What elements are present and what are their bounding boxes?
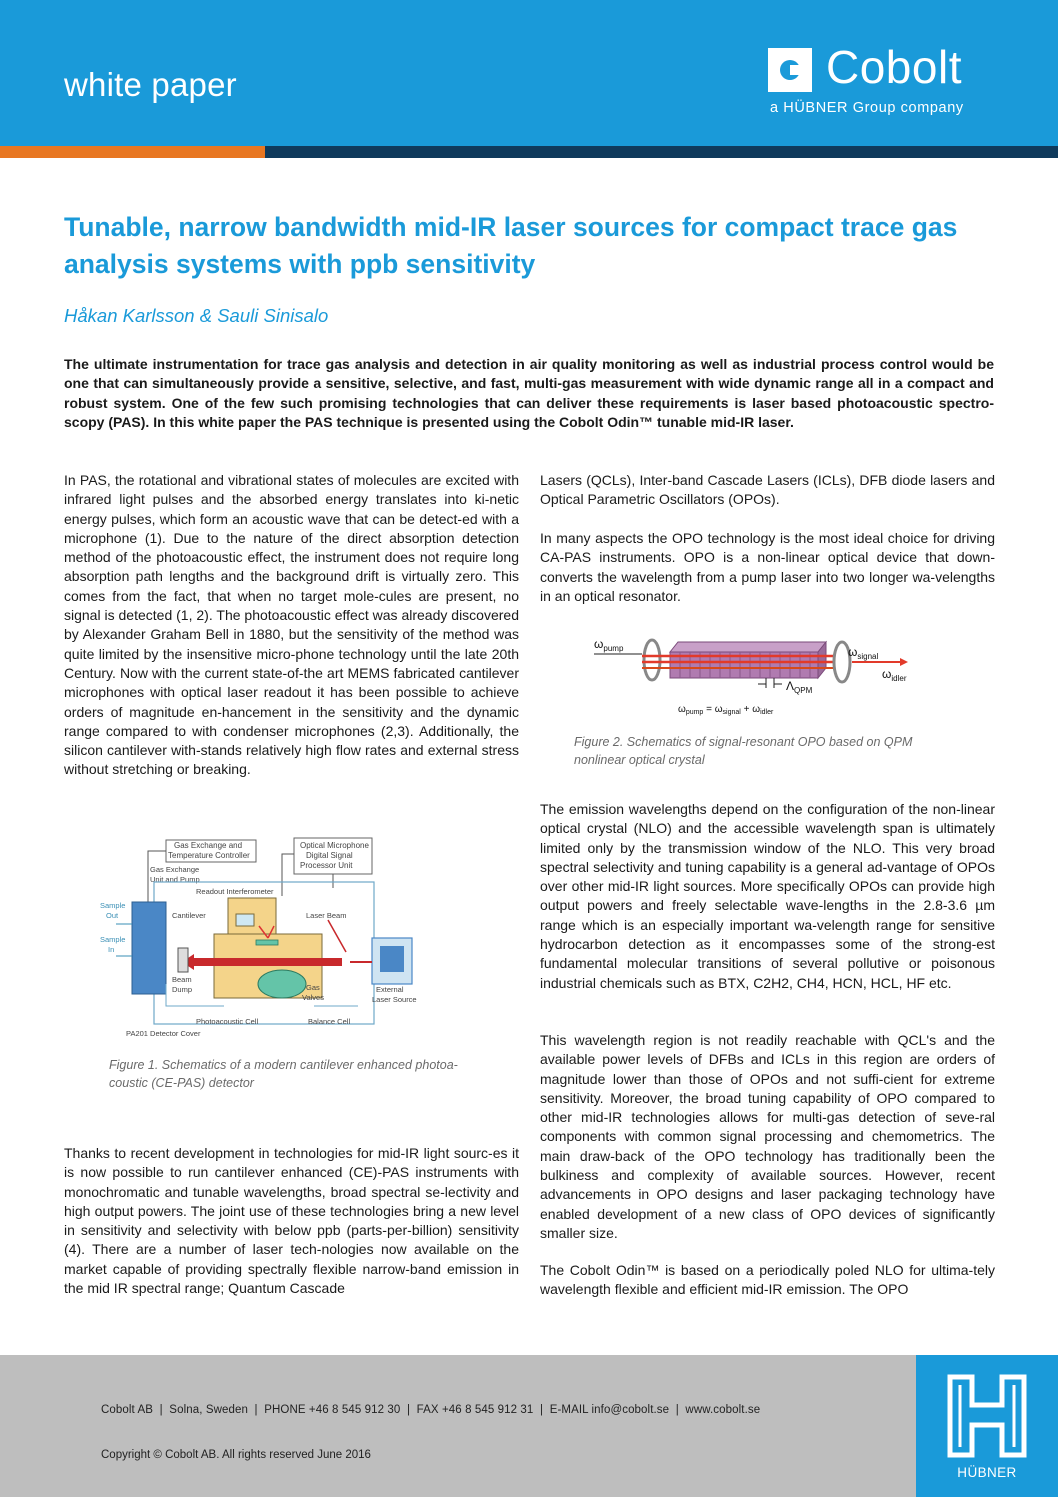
- right-paragraph-2: In many aspects the OPO technology is the most ideal choice for driving CA-PAS instruments. OPO is a non-linear optical device that down-converts the wavelength from a pump laser into two longer wa-velengths in an optical resonator.: [540, 530, 995, 604]
- fig2-signal-label: $\omega_{signal}$: [848, 645, 879, 661]
- accent-band-orange: [0, 146, 265, 158]
- fig1-label: Digital Signal: [306, 851, 353, 860]
- fig2-idler-label: $\omega_{idler}$: [882, 667, 907, 683]
- footer-copyright: Copyright © Cobolt AB. All rights reserved June 2016: [101, 1449, 371, 1461]
- accent-band-navy: [265, 146, 1058, 158]
- fig1-label: Optical Microphone: [300, 841, 369, 850]
- hubner-logo: [916, 1355, 1058, 1497]
- fig1-label: Out: [106, 911, 119, 920]
- fig2-equation: $\omega_{pump} = \omega_{signal} + \omega_{idler}$: [678, 704, 774, 716]
- fig1-label: PA201 Detector Cover: [126, 1029, 201, 1038]
- fig1-label: Beam: [172, 975, 192, 984]
- fig1-label: Photoacoustic Cell: [196, 1017, 259, 1026]
- fig2-lambda-label: $\Lambda_{QPM}$: [786, 679, 813, 695]
- right-paragraph-3: The emission wavelengths depend on the configuration of the non-linear optical crystal (NLO) and the accessible wavelength span is ultimately limited only by the transmission window of the NLO. This very broad spectral selectivity and tuning capability is a general ad-vantage of OPOs over other mid-IR light sources. More specifically OPOs can provide high output powers and freely selectable wave-lengths in the 2.8-3.6 µm range which is an especially important wa-velength range for sensitive hydrocarbon detection as it encompasses some of the strong-est fundamental molecular transitions of several pollutive or poisonous industrial chemicals such as BTX, C2H2, CH4, HCN, HCL, HF etc.: [540, 801, 995, 991]
- fig1-label: Gas: [306, 983, 320, 992]
- figure-2-caption: Figure 2. Schematics of signal-resonant OPO based on QPM nonlinear optical crystal: [574, 735, 913, 767]
- abstract: The ultimate instrumentation for trace gas analysis and detection in air quality monitoring as well as industrial process control would be one that can simultaneously provide a sensitive, selective, and fast, multi-gas measurement with wide dynamic range all in a compact and robust system. One of the few such promising technologies that can deliver these requirements is laser based photoacoustic spectro-scopy (PAS). In this white paper the PAS technique is presented using the Cobolt Odin™ tunable mid-IR laser.: [64, 356, 994, 430]
- fig1-label: Balance Cell: [308, 1017, 351, 1026]
- authors: Håkan Karlsson & Sauli Sinisalo: [64, 305, 329, 326]
- fig1-label: Cantilever: [172, 911, 206, 920]
- cobolt-logo-mark-icon: [768, 48, 812, 92]
- fig2-pump-label: $\omega_{pump}$: [594, 637, 624, 653]
- fig1-label: Laser Source: [372, 995, 417, 1004]
- cobolt-logo: [768, 41, 998, 126]
- right-paragraph-4: This wavelength region is not readily reachable with QCL's and the available power levels of DFBs and ICLs in this region are orders of magnitude lower than those of OPOs and not suffi-cient for extreme sensitivity. Moreover, the broad tuning capability of OPO compared to other mid-IR technologies allows for multi-gas detection of seve-ral components with common signal processing and chemometrics. The main draw-back of the OPO technology has traditionally been the bulkiness and complexity of available sources. However, recent advancements in OPO designs and laser packaging technology have enabled development of a new class of OPO devices of significantly smaller size.: [540, 1032, 995, 1241]
- logo-tagline: a HÜBNER Group company: [770, 100, 964, 116]
- fig1-label: Dump: [172, 985, 193, 994]
- hubner-label: HÜBNER: [957, 1465, 1017, 1480]
- fig1-label: Gas Exchange and: [174, 841, 243, 850]
- fig1-label: Gas Exchange: [150, 865, 200, 874]
- page-title: Tunable, narrow bandwidth mid-IR laser sources for compact trace gas analysis systems with ppb sensitivity: [64, 212, 958, 279]
- footer: [0, 1355, 916, 1497]
- fig1-label: In: [108, 945, 115, 954]
- figure-1-caption: Figure 1. Schematics of a modern cantilever enhanced photoa-coustic (CE-PAS) detector: [109, 1058, 458, 1090]
- fig1-label: Unit and Pump: [150, 875, 200, 884]
- right-paragraph-5: The Cobolt Odin™ is based on a periodically poled NLO for ultima-tely wavelength flexible and efficient mid-IR emission. The OPO: [540, 1262, 995, 1298]
- right-paragraph-1: Lasers (QCLs), Inter-band Cascade Lasers (ICLs), DFB diode lasers and Optical Parametric Oscillators (OPOs).: [540, 472, 995, 508]
- document-type-label: white paper: [64, 66, 237, 103]
- left-paragraph-2: Thanks to recent development in technologies for mid-IR light sourc-es it is now possible to run cantilever enhanced (CE)-PAS instruments with monochromatic and tunable wavelengths, broad spectral se-lectivity and high output powers. The joint use of these technologies bring a new level in sensitivity and selectivity with below ppb (parts-per-billion) sensitivity (4). There are a number of laser tech-nologies now available on the market capable of providing spectrally flexible narrow-band emission in the mid IR spectral range; Quantum Cascade: [64, 1145, 519, 1297]
- footer-contact: Cobolt AB | Solna, Sweden | PHONE +46 8 545 912 30 | FAX +46 8 545 912 31 | E-MAIL info@cobolt.se | www.cobolt.se: [101, 1404, 761, 1416]
- header-banner: [0, 0, 1058, 146]
- fig1-label: Laser Beam: [306, 911, 347, 920]
- left-paragraph-1: In PAS, the rotational and vibrational states of molecules are excited with infrared light pulses and the absorbed energy translates into ki-netic energy pulses, which form an acoustic wave that can be detect-ed with a microphone (1). Due to the nature of the direct absorption detection method of the photoacoustic effect, the instrument does not require long absorption path lengths and the background drift is virtually zero. This comes from the fact, that when no target mole-cules are present, no signal is detected (1, 2). The photoacoustic effect was already discovered by Alexander Graham Bell in 1880, but the sensitivity of the method was quite limited by the insensitive micro-phone technology until the late 20th Century. Now with the current state-of-the art MEMS fabricated cantilever microphones with optical laser readout it has been possible to achieve orders of magnitude en-hancement in the sensitivity and the dynamic range compared to with condenser microphones (2,3). Additionally, the silicon cantilever with-stands relatively high flow rates and external stress without stretching or breaking.: [64, 472, 519, 778]
- figure-2-opo-diagram: [590, 632, 920, 724]
- logo-name: Cobolt: [826, 41, 962, 93]
- fig1-label: Readout Interferometer: [196, 887, 274, 896]
- fig1-label: Sample: [100, 935, 126, 944]
- figure-1-ce-pas-diagram: [96, 834, 426, 1044]
- fig1-label: Valves: [302, 993, 324, 1002]
- fig1-label: Temperature Controller: [168, 851, 250, 860]
- fig1-label: Sample: [100, 901, 126, 910]
- hubner-h-icon: [916, 1355, 1058, 1465]
- fig1-label: Processor Unit: [300, 861, 353, 870]
- fig1-label: External: [376, 985, 404, 994]
